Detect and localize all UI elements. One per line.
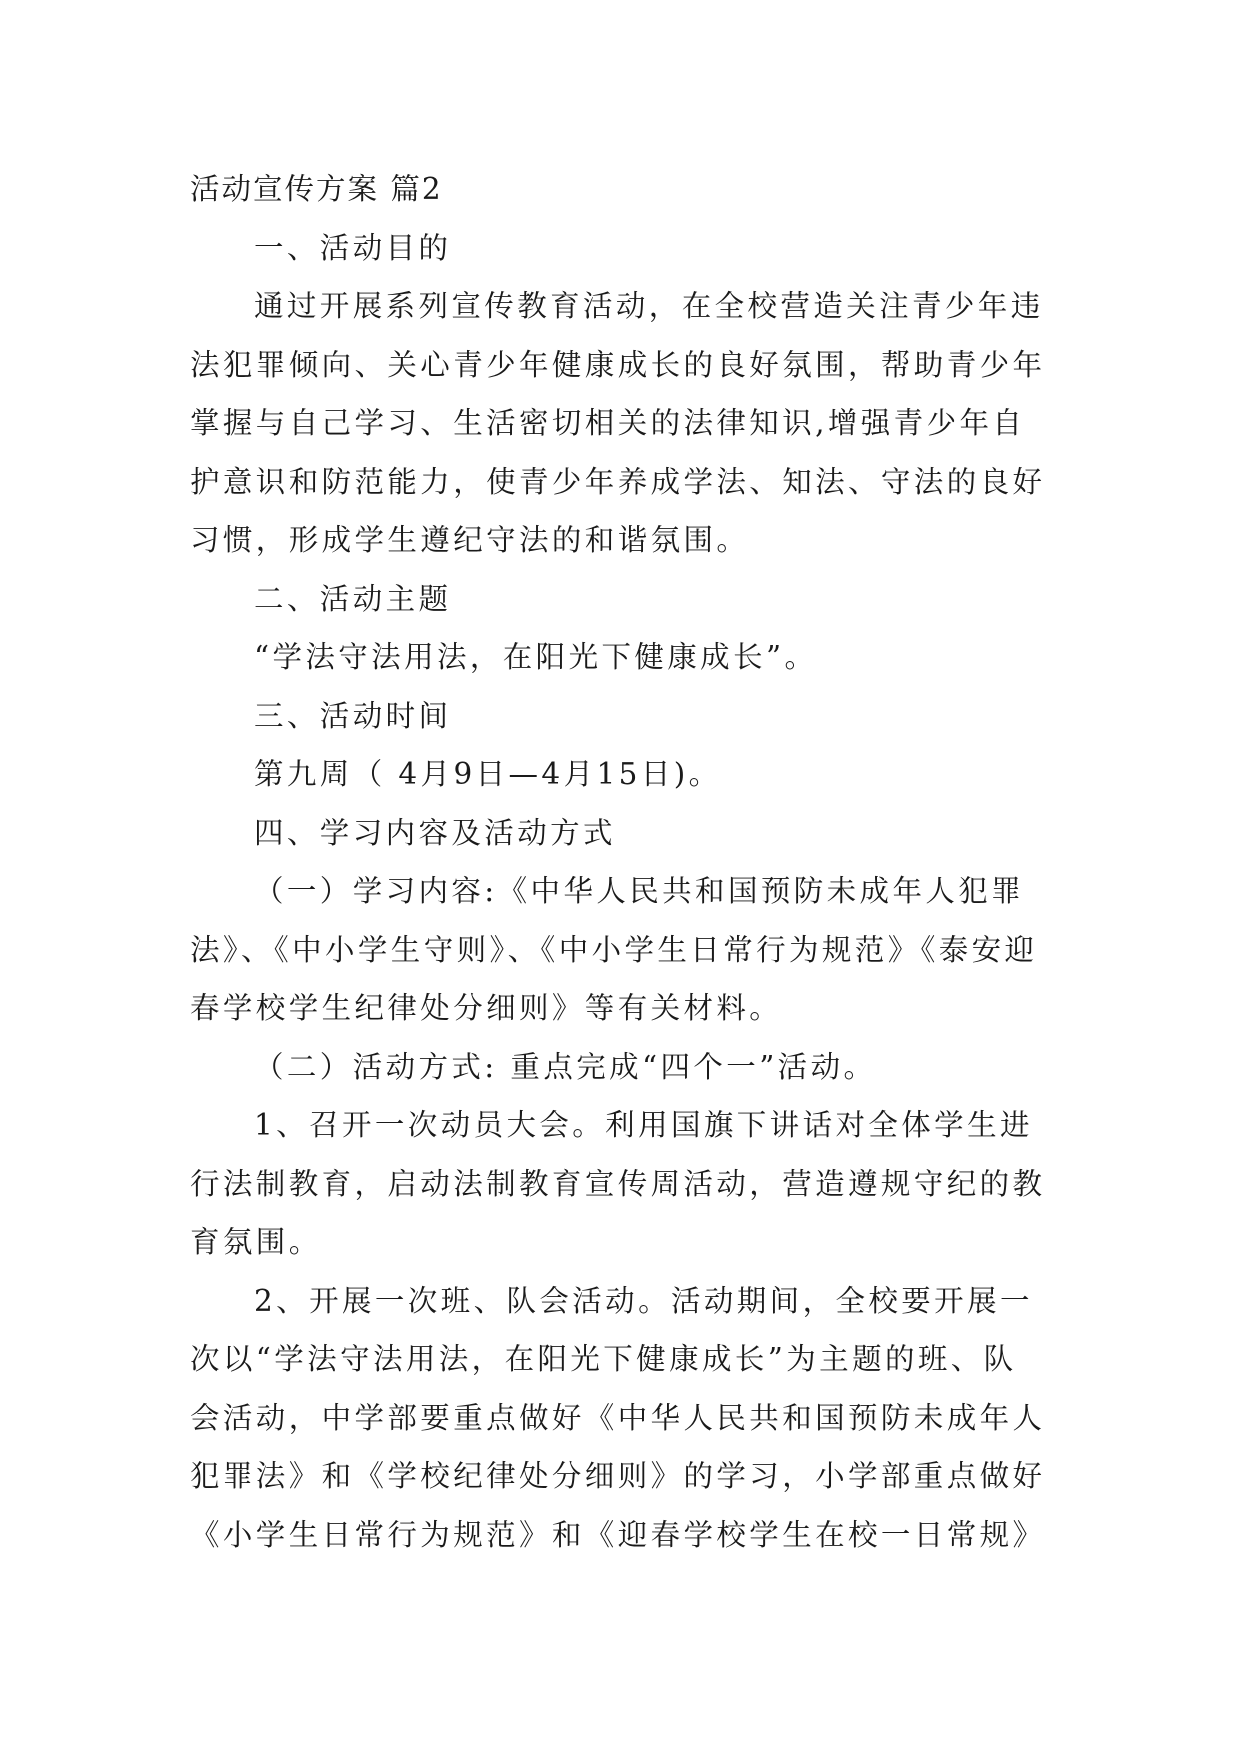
paragraph-line: 育氛围。: [190, 1225, 322, 1259]
paragraph-line: 通过开展系列宣传教育活动，在全校营造关注青少年违: [254, 289, 1044, 323]
paragraph-line: （二）活动方式: 重点完成“四个一”活动。: [254, 1049, 877, 1084]
document-page: [190, 160, 1070, 1564]
paragraph-line: 护意识和防范能力，使青少年养成学法、知法、守法的良好: [190, 464, 1046, 499]
section-heading-time: 三、活动时间: [254, 698, 452, 733]
document-title: 活动宣传方案 篇2: [190, 172, 443, 206]
section-heading-purpose: 一、活动目的: [254, 230, 452, 265]
paragraph-line: 掌握与自己学习、生活密切相关的法律知识,增强青少年自: [190, 406, 1026, 440]
paragraph-line: 法犯罪倾向、关心青少年健康成长的良好氛围，帮助青少年: [190, 347, 1046, 382]
section-heading-content: 四、学习内容及活动方式: [254, 815, 616, 850]
paragraph-line: 第九周（ 4月9日—4月15日)。: [254, 757, 722, 791]
section-heading-theme: 二、活动主题: [254, 581, 452, 616]
paragraph-line: 春学校学生纪律处分细则》等有关材料。: [190, 991, 783, 1025]
paragraph-line: 犯罪法》和《学校纪律处分细则》的学习，小学部重点做好: [190, 1459, 1046, 1493]
paragraph-line: 《小学生日常行为规范》和《迎春学校学生在校一日常规》: [190, 1517, 1046, 1552]
paragraph-line: 行法制教育，启动法制教育宣传周活动，营造遵规守纪的教: [190, 1166, 1046, 1201]
paragraph-line: （一）学习内容:《中华人民共和国预防未成年人犯罪: [254, 874, 1025, 908]
paragraph-line: 习惯，形成学生遵纪守法的和谐氛围。: [190, 523, 750, 557]
paragraph-line: 1、召开一次动员大会。利用国旗下讲话对全体学生进: [254, 1108, 1033, 1142]
paragraph-line: 法》、《中小学生守则》、《中小学生日常行为规范》《泰安迎: [190, 932, 1038, 967]
paragraph-line: “学法守法用法，在阳光下健康成长”。: [254, 640, 818, 674]
paragraph-line: 2、开展一次班、队会活动。活动期间，全校要开展一: [254, 1283, 1033, 1318]
paragraph-line: 次以“学法守法用法，在阳光下健康成长”为主题的班、队: [190, 1342, 1017, 1376]
paragraph-line: 会活动，中学部要重点做好《中华人民共和国预防未成年人: [190, 1400, 1046, 1435]
